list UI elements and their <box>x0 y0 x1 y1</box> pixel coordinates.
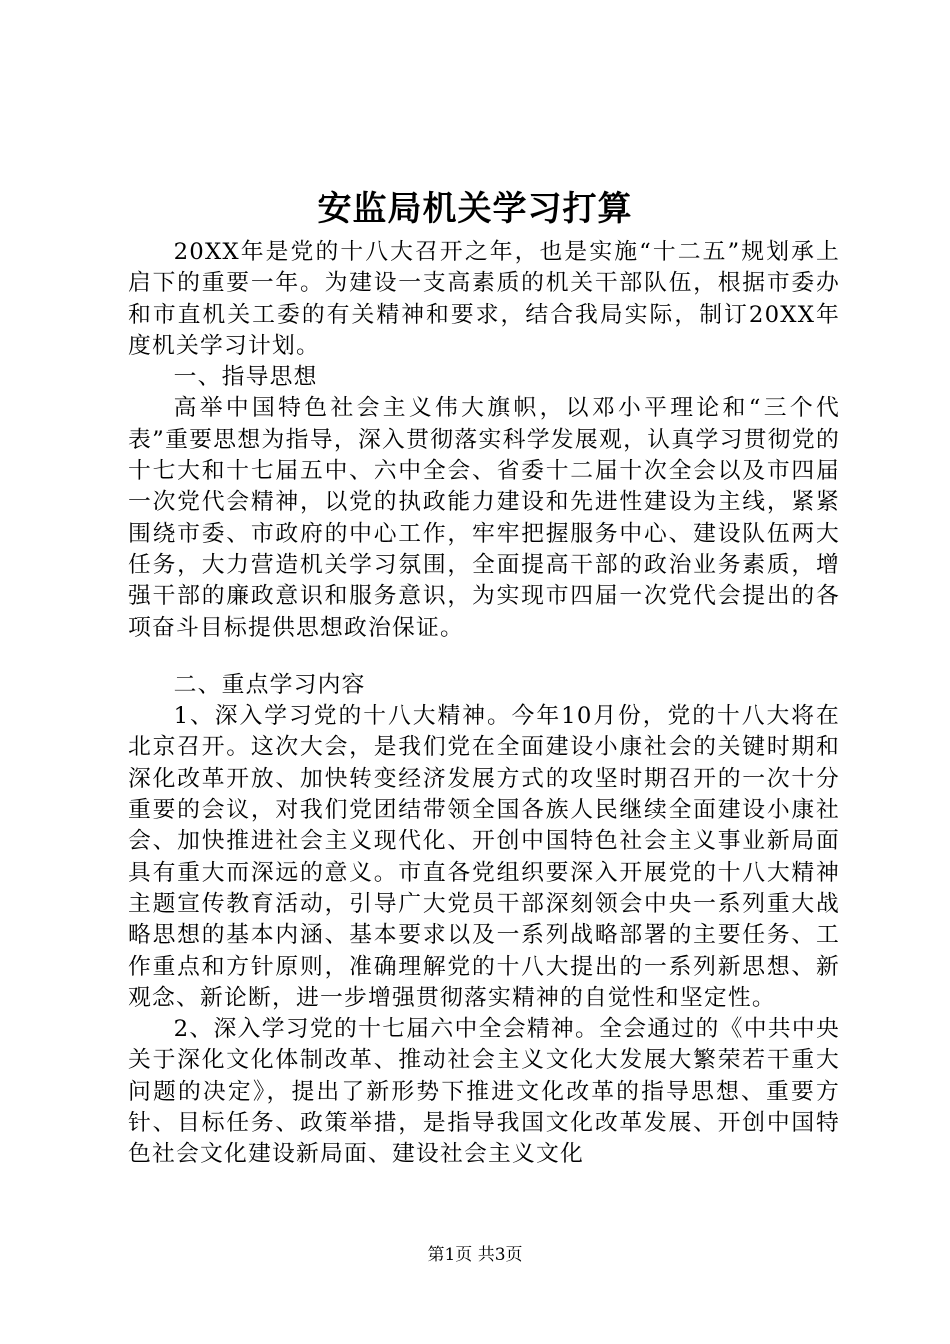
document-body <box>128 237 840 1171</box>
study-item-1: 1、深入学习党的十八大精神。今年10月份，党的十八大将在北京召开。这次大会，是我们党在全面建设小康社会的关键时期和深化改革开放、加快转变经济发展方式的攻坚时期召开的一次十分重要的会议，对我们党团结带领全国各族人民继续全面建设小康社会、加快推进社会主义现代化、开创中国特色社会主义事业新局面具有重大而深远的意义。市直各党组织要深入开展党的十八大精神主题宣传教育活动，引导广大党员干部深刻领会中央一系列重大战略思想的基本内涵、基本要求以及一系列战略部署的主要任务、工作重点和方针原则，准确理解党的十八大提出的一系列新思想、新观念、新论断，进一步增强贯彻落实精神的自觉性和坚定性。 <box>128 703 840 1011</box>
page-number-footer: 第1页 共3页 <box>427 1245 523 1265</box>
intro-paragraph: 20XX年是党的十八大召开之年，也是实施“十二五”规划承上启下的重要一年。为建设一支高素质的机关干部队伍，根据市委办和市直机关工委的有关精神和要求，结合我局实际，制订20XX年度机关学习计划。 <box>128 239 840 359</box>
section-heading-study-content: 二、重点学习内容 <box>173 671 366 698</box>
section-heading-guiding-thought: 一、指导思想 <box>173 364 318 391</box>
guiding-thought-paragraph: 高举中国特色社会主义伟大旗帜，以邓小平理论和“三个代表”重要思想为指导，深入贯彻落实科学发展观，认真学习贯彻党的十七大和十七届五中、六中全会、省委十二届十次全会以及市四届一次党代会精神，以党的执政能力建设和先进性建设为主线，紧紧围绕市委、市政府的中心工作，牢牢把握服务中心、建设队伍两大任务，大力营造机关学习氛围，全面提高干部的政治业务素质，增强干部的廉政意识和服务意识，为实现市四届一次党代会提出的各项奋斗目标提供思想政治保证。 <box>128 395 840 641</box>
document-title: 安监局机关学习打算 <box>317 189 633 229</box>
paragraph-gap <box>128 644 840 670</box>
study-item-2: 2、深入学习党的十七届六中全会精神。全会通过的《中共中央关于深化文化体制改革、推动社会主义文化大发展大繁荣若干重大问题的决定》，提出了新形势下推进文化改革的指导思想、重要方针、目标任务、政策举措，是指导我国文化改革发展、开创中国特色社会文化建设新局面、建设社会主义文化 <box>128 1016 840 1168</box>
